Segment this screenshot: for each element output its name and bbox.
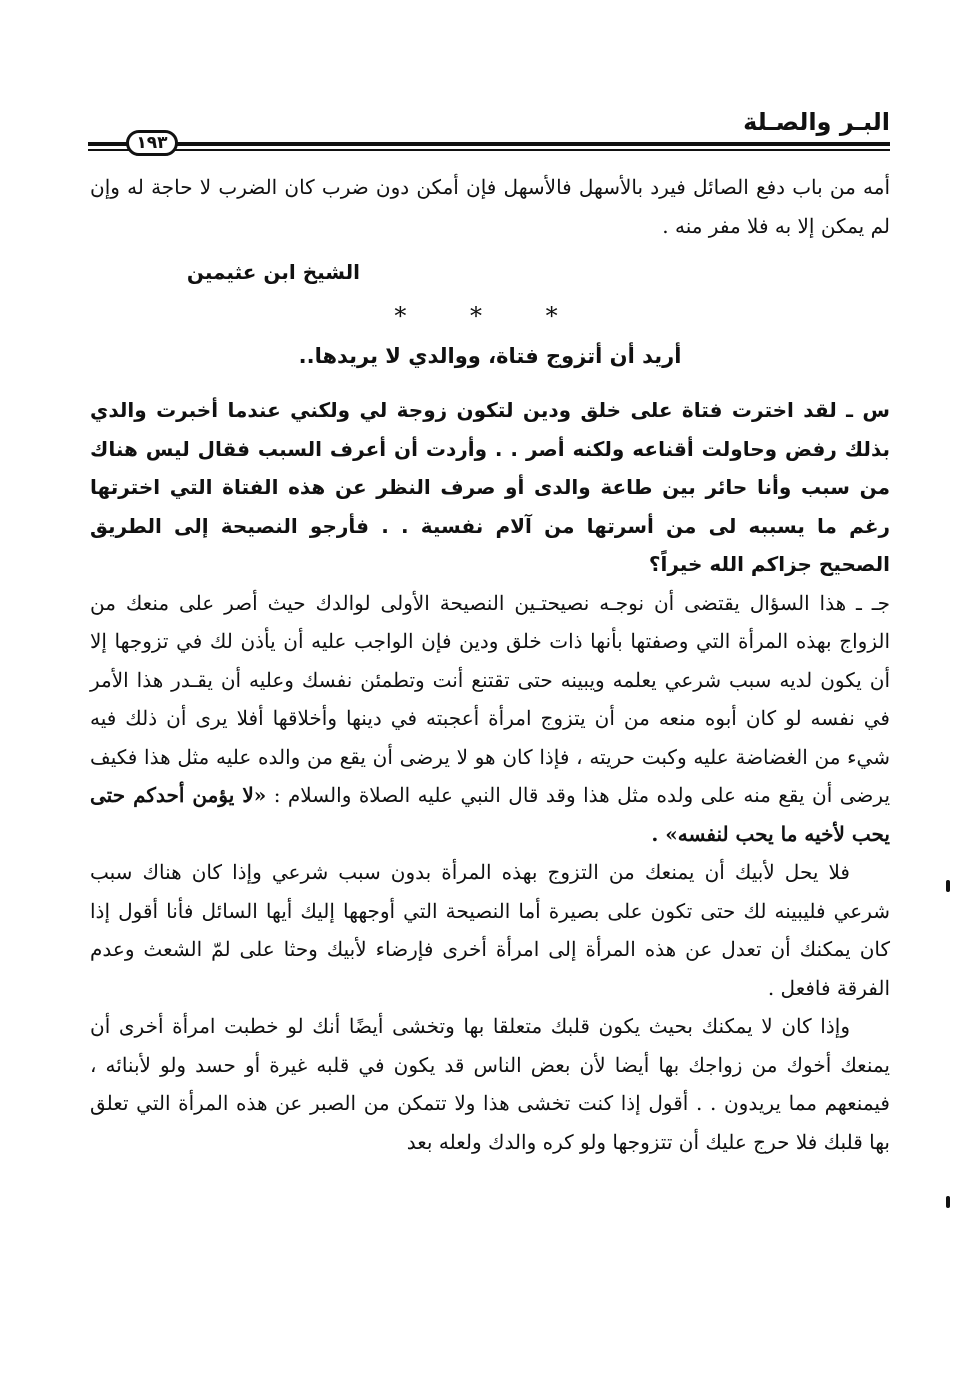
answer-paragraph-3: وإذا كان لا يمكنك بحيث يكون قلبك متعلقا بها وتخشى أيضًا أنك لو خطبت امرأة أخرى أن يمنعك أخوك من زواجك بها أيضا لأن بعض الناس قد يكون في قلبه غيرة أو حسد ولو لأبنائه ، فيمنعهم مما يريدون . . أقول إذا كنت تخشى هذا ولا تتمكن من الصبر عن هذه المرأة التي تعلق بها قلبك فلا حرج عليك أن تتزوجها ولو كره والدك ولعله بعد — [90, 1014, 890, 1154]
page-number: ١٩٣ — [126, 130, 178, 156]
section-title: أريد أن أتزوج فتاة، ووالدي لا يريدها.. — [298, 344, 682, 368]
question-paragraph: س ـ لقد اخترت فتاة على خلق ودين لتكون زوجة لي ولكني عندما أخبرت والدي بذلك رفض وحاولت أقناعه ولكنه أصر . . وأردت أن أعرف السبب فقال ليس هناك من سبب وأنا حائر بين طاعة والدى أو صرف النظر عن هذه الفتاة التي اخترتها رغم ما يسببه لى من أسرتها من آلام نفسية . . فأرجو النصيحة إلى الطريق الصحيح جزاكم الله خيراً؟ — [90, 398, 890, 576]
header-rule-thin — [88, 149, 890, 151]
answer-paragraph-1 — [90, 584, 890, 854]
header-rule-thick — [88, 142, 890, 146]
signature: الشيخ ابن عثيمين — [186, 260, 360, 284]
margin-mark — [946, 880, 950, 892]
section-separator: * * * — [394, 302, 586, 330]
intro-paragraph: أمه من باب دفع الصائل فيرد بالأسهل فالأسهل فإن أمكن دون ضرب كان الضرب لا حاجة له وإن لم يمكن إلا به فلا مفر منه . — [90, 175, 890, 238]
hadith-quote: «لا يؤمن أحدكم حتى يحب لأخيه ما يحب لنفسه» . — [90, 783, 890, 846]
page-content — [90, 168, 890, 1161]
running-title: البـر والصـلة — [743, 108, 890, 136]
answer-text-1: جـ ـ هذا السؤال يقتضى أن نوجـه نصيحتـين النصيحة الأولى لوالدك حيث أصر على منعك من الزواج بهذه المرأة التي وصفتها بأنها ذات خلق ودين فإن الواجب عليه أن يأذن لك في تزوجها إلا أن يكون لديه سبب شرعي يعلمه ويبينه حتى تقتنع أنت وتطمئن نفسك وعليه أن يقـدر هذا الأمر في نفسه لو كان أبوه منعه من أن يتزوج امرأة أعجبته في دينها وأخلاقها أفلا يرى أن ذلك فيه شيء من الغضاضة عليه وكبت حريته ، فإذا كان هو لا يرضى أن يقع من والده عليه مثل هذا فكيف يرضى أن يقع منه على ولده مثل هذا وقد قال النبي عليه الصلاة والسلام : — [90, 590, 891, 807]
margin-mark — [946, 1196, 950, 1208]
page-header — [88, 108, 890, 160]
answer-paragraph-2: فلا يحل لأبيك أن يمنعك من التزوج بهذه المرأة بدون سبب شرعي وإذا كان هناك سبب شرعي فليبينه لك حتى تكون على بصيرة أما النصيحة التي أوجهها إليك أيها السائل فأنا أقول إذا كان يمكنك أن تعدل عن هذه المرأة إلى امرأة أخرى فإرضاء لأبيك وحثا على لمّ الشعث وعدم الفرقة فافعل . — [90, 860, 890, 1000]
